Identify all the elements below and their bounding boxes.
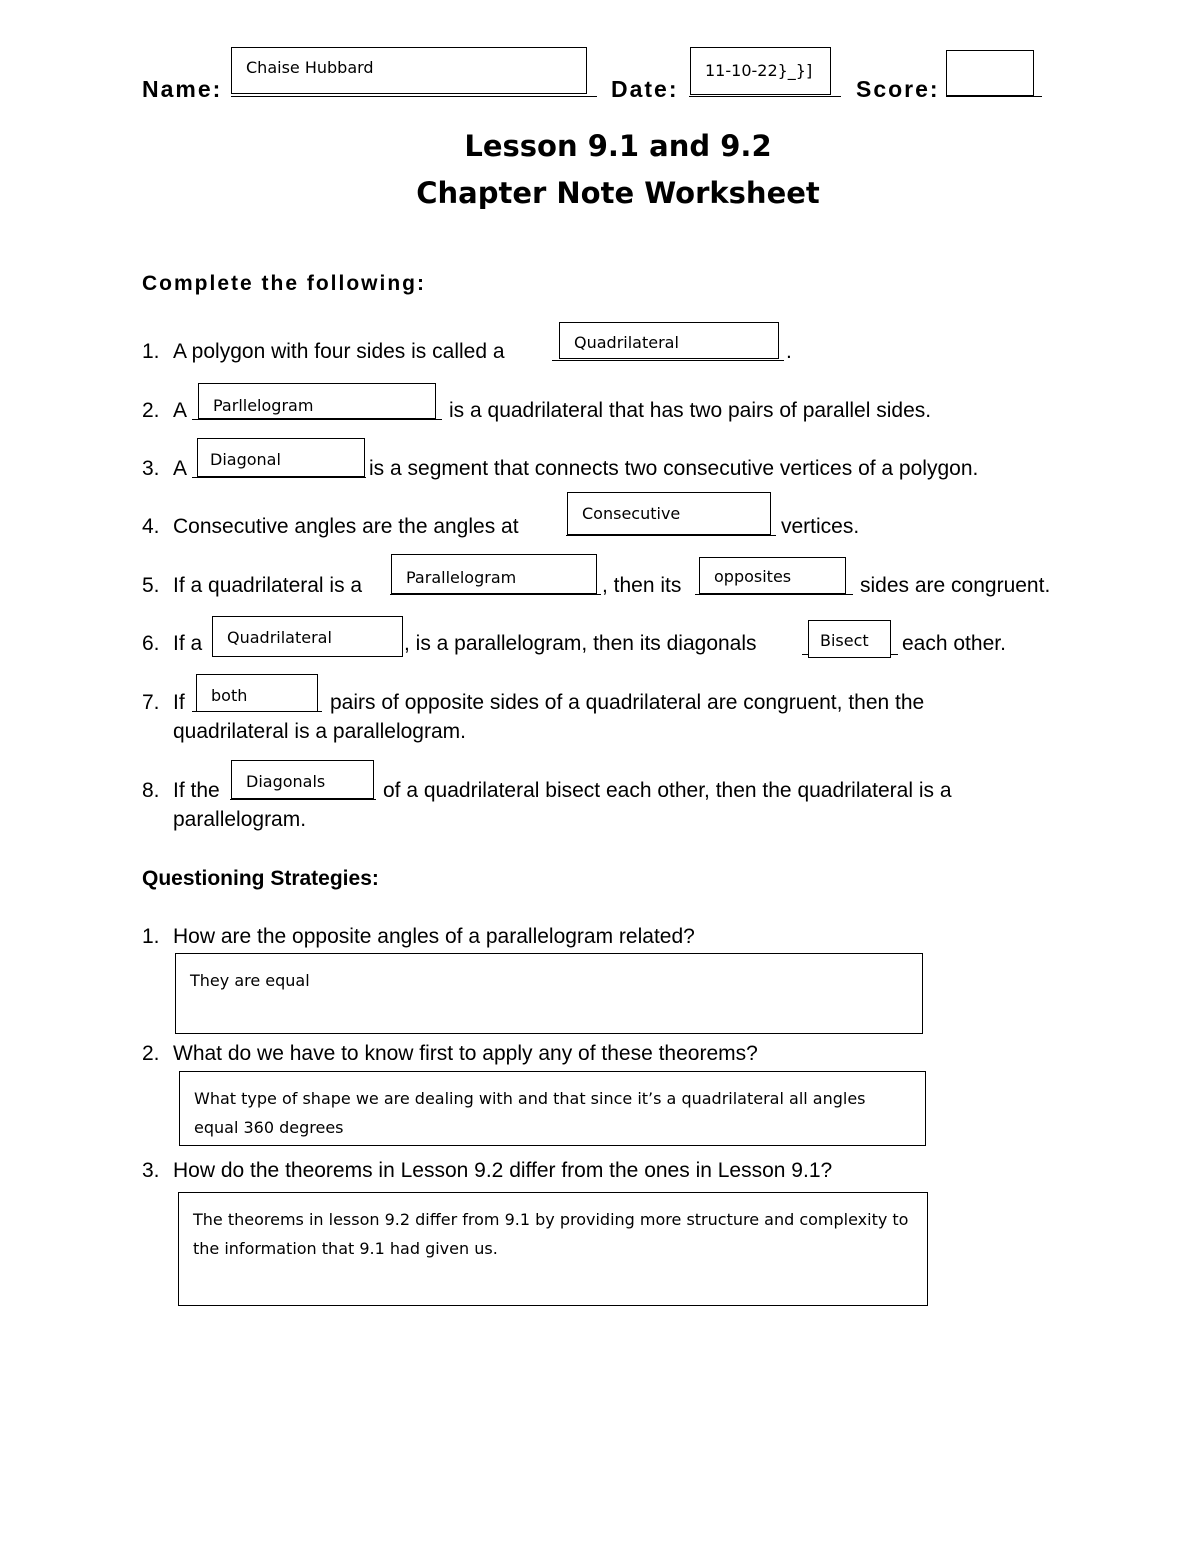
strategies-heading: Questioning Strategies: bbox=[142, 867, 379, 890]
item-6-text-a: If a bbox=[173, 632, 203, 655]
item-3-text-b: is a segment that connects two consecutive vertices of a polygon. bbox=[369, 457, 979, 480]
item-5-answer-2[interactable]: opposites bbox=[699, 557, 846, 594]
date-label: Date: bbox=[611, 76, 679, 102]
item-4-text-b: vertices. bbox=[781, 515, 860, 538]
item-8-text-b: of a quadrilateral bisect each other, then the quadrilateral is a bbox=[383, 779, 952, 802]
item-4-blank-line bbox=[566, 535, 776, 536]
item-5-text-c: sides are congruent. bbox=[860, 574, 1051, 597]
strategy-2-number: 2. bbox=[142, 1042, 160, 1065]
item-6-text-b: , is a parallelogram, then its diagonals bbox=[404, 632, 757, 655]
strategy-3-answer[interactable]: The theorems in lesson 9.2 differ from 9.1 by providing more structure and complexity to the information that 9.1 had given us. bbox=[178, 1192, 928, 1306]
strategy-1-answer[interactable]: They are equal bbox=[175, 953, 923, 1034]
item-5-number: 5. bbox=[142, 574, 160, 597]
strategy-2-answer[interactable]: What type of shape we are dealing with and that since it’s a quadrilateral all angles equal 360 degrees bbox=[179, 1071, 926, 1146]
score-label: Score: bbox=[856, 76, 940, 102]
item-2-text-a: A bbox=[173, 399, 188, 422]
item-4-answer[interactable]: Consecutive bbox=[567, 492, 771, 535]
item-1-text-b: . bbox=[786, 340, 792, 363]
score-field[interactable] bbox=[946, 50, 1034, 96]
item-3-answer[interactable]: Diagonal bbox=[197, 438, 365, 477]
item-2-number: 2. bbox=[142, 399, 160, 422]
item-1-text-a: A polygon with four sides is called a bbox=[173, 340, 505, 363]
name-underline bbox=[231, 96, 597, 97]
strategy-2-question: What do we have to know first to apply any of these theorems? bbox=[173, 1042, 758, 1065]
worksheet-title: Chapter Note Worksheet bbox=[416, 176, 820, 210]
item-4-number: 4. bbox=[142, 515, 160, 538]
item-1-answer[interactable]: Quadrilateral bbox=[559, 322, 779, 359]
strategy-3-question: How do the theorems in Lesson 9.2 differ from the ones in Lesson 9.1? bbox=[173, 1159, 833, 1182]
item-6-answer[interactable]: Quadrilateral bbox=[212, 616, 403, 657]
item-5-text-a: If a quadrilateral is a bbox=[173, 574, 363, 597]
item-7-answer[interactable]: both bbox=[196, 674, 318, 712]
item-7-text-a: If bbox=[173, 691, 185, 714]
date-underline bbox=[689, 96, 841, 97]
item-1-blank-line bbox=[552, 360, 784, 361]
strategy-3-number: 3. bbox=[142, 1159, 160, 1182]
item-7-text-c: quadrilateral is a parallelogram. bbox=[173, 720, 466, 743]
item-8-text-a: If the bbox=[173, 779, 220, 802]
date-field[interactable]: 11-10-22}_}] bbox=[690, 47, 831, 95]
item-3-number: 3. bbox=[142, 457, 160, 480]
item-3-blank-line bbox=[192, 477, 366, 478]
item-5-text-b: , then its bbox=[602, 574, 682, 597]
item-4-text-a: Consecutive angles are the angles at bbox=[173, 515, 519, 538]
item-2-blank-line bbox=[192, 419, 442, 420]
item-8-blank-line bbox=[230, 799, 376, 800]
item-2-answer[interactable]: Parllelogram bbox=[198, 383, 436, 419]
item-7-number: 7. bbox=[142, 691, 160, 714]
complete-heading: Complete the following: bbox=[142, 272, 426, 295]
item-8-answer[interactable]: Diagonals bbox=[231, 760, 374, 799]
item-5-answer[interactable]: Parallelogram bbox=[391, 554, 597, 594]
item-5-blank-line-2 bbox=[695, 594, 853, 595]
name-label: Name: bbox=[142, 76, 223, 102]
item-8-text-c: parallelogram. bbox=[173, 808, 307, 831]
item-3-text-a: A bbox=[173, 457, 188, 480]
name-field[interactable]: Chaise Hubbard bbox=[231, 47, 587, 94]
item-2-text-b: is a quadrilateral that has two pairs of parallel sides. bbox=[449, 399, 932, 422]
item-1-number: 1. bbox=[142, 340, 160, 363]
item-5-blank-line bbox=[390, 594, 601, 595]
strategy-1-question: How are the opposite angles of a parallelogram related? bbox=[173, 925, 695, 948]
lesson-title: Lesson 9.1 and 9.2 bbox=[464, 129, 772, 163]
item-8-number: 8. bbox=[142, 779, 160, 802]
item-6-answer-2[interactable]: Bisect bbox=[808, 620, 891, 658]
item-7-text-b: pairs of opposite sides of a quadrilateral are congruent, then the bbox=[330, 691, 925, 714]
item-6-text-c: each other. bbox=[902, 632, 1006, 655]
score-underline bbox=[946, 96, 1042, 97]
strategy-1-number: 1. bbox=[142, 925, 160, 948]
item-6-number: 6. bbox=[142, 632, 160, 655]
